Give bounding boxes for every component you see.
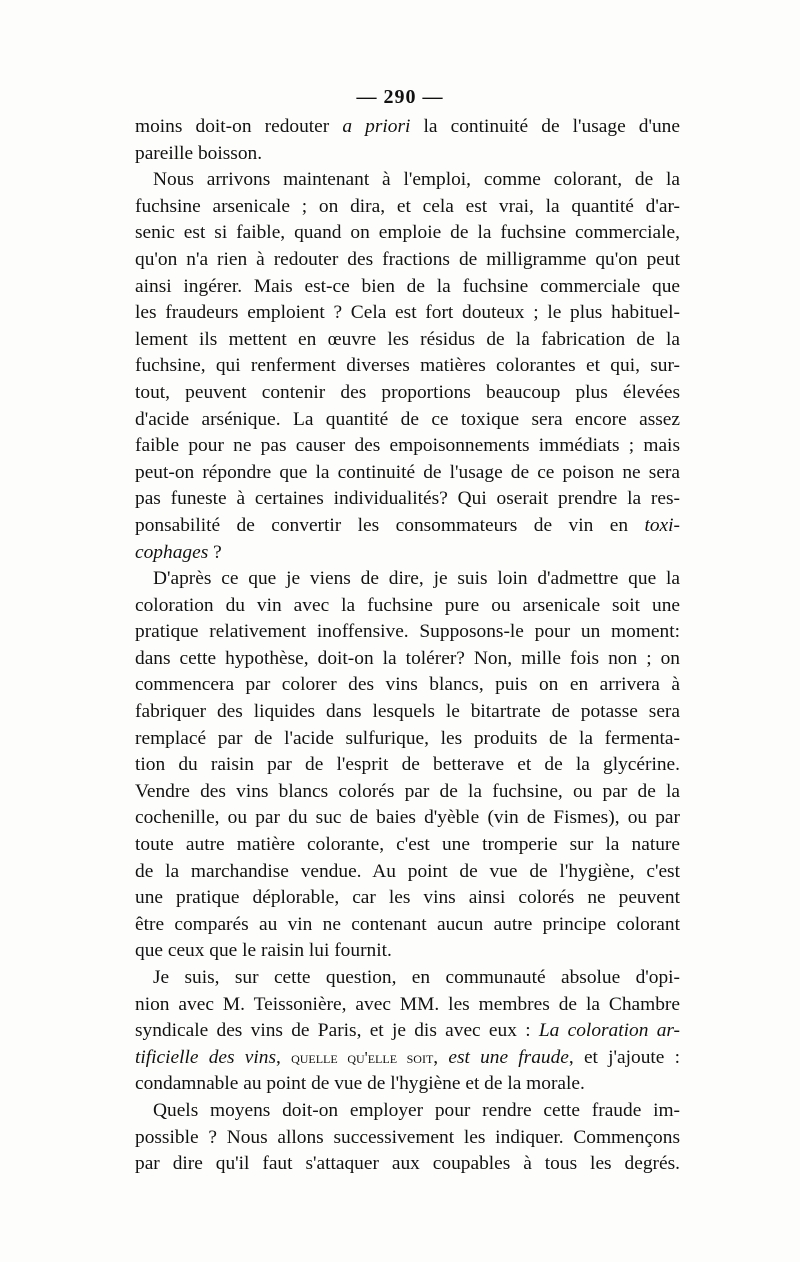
text-run: coloration du vin avec la fuchsine pure ou arsenicale soit une — [135, 594, 680, 616]
text-run: la continuité de l'usage d'une — [410, 116, 680, 137]
text-run: , et j'ajoute : — [568, 1046, 680, 1068]
text-line — [135, 726, 680, 753]
text-run: par dire qu'il faut s'attaquer aux coupables à tous les degrés. — [135, 1153, 680, 1175]
text-run: pas funeste à certaines individualités? Qui oserait prendre la res- — [135, 488, 680, 510]
text-run: ainsi ingérer. Mais est-ce bien de la fuchsine commerciale que — [135, 275, 680, 297]
text-line — [135, 912, 680, 939]
text-line — [135, 460, 680, 487]
text-line — [135, 965, 680, 992]
text-run: dans cette hypothèse, doit-on la tolérer? Non, mille fois non ; on — [135, 647, 680, 669]
text-run: tout, peuvent contenir des proportions beaucoup plus élevées — [135, 381, 680, 403]
text-run: d'acide arsénique. La quantité de ce toxique sera encore assez — [135, 408, 680, 430]
small-caps-text: quelle qu'elle soit — [291, 1047, 434, 1067]
text-run: Nous arrivons maintenant à l'emploi, comme colorant, de la — [153, 169, 680, 191]
text-run: pareille boisson. — [135, 142, 263, 164]
text-line — [135, 513, 680, 540]
text-line — [135, 486, 680, 513]
italic-text: tificielle des vins — [135, 1046, 277, 1068]
text-run: cochenille, ou par du suc de baies d'yèble (vin de Fismes), ou par — [135, 807, 680, 829]
text-line — [135, 540, 680, 567]
text-line — [135, 1098, 680, 1125]
text-line — [135, 220, 680, 247]
text-line — [135, 407, 680, 434]
text-run: fuchsine, qui renferment diverses matières colorantes et qui, sur- — [135, 355, 680, 377]
text-line — [135, 699, 680, 726]
text-run: possible ? Nous allons successivement les indiquer. Commençons — [135, 1126, 680, 1148]
text-line — [135, 805, 680, 832]
text-line — [135, 779, 680, 806]
text-line — [135, 1125, 680, 1152]
text-run: les fraudeurs emploient ? Cela est fort douteux ; le plus habituel- — [135, 302, 680, 324]
text-run: qu'on n'a rien à redouter des fractions de milligramme qu'on peut — [135, 248, 680, 270]
text-run: nion avec M. Teissonière, avec MM. les membres de la Chambre — [135, 993, 680, 1015]
text-run: lement ils mettent en œuvre les résidus de la fabrication de la — [135, 328, 680, 350]
text-line — [135, 353, 680, 380]
text-line — [135, 433, 680, 460]
text-line — [135, 114, 680, 141]
text-line — [135, 167, 680, 194]
text-line — [135, 141, 680, 168]
text-run: peut-on répondre que la continuité de l'usage de ce poison ne sera — [135, 461, 680, 483]
text-line — [135, 593, 680, 620]
text-line — [135, 300, 680, 327]
text-line — [135, 1045, 680, 1072]
text-line — [135, 646, 680, 673]
text-line — [135, 832, 680, 859]
text-run: syndicale des vins de Paris, et je dis avec eux : — [135, 1020, 539, 1042]
page-number: — 290 — — [356, 86, 444, 108]
text-line — [135, 672, 680, 699]
text-run: , — [433, 1046, 449, 1068]
text-line — [135, 380, 680, 407]
text-run: senic est si faible, quand on emploie de la fuchsine commerciale, — [135, 222, 680, 244]
text-line — [135, 1151, 680, 1178]
italic-text: a priori — [342, 116, 411, 137]
text-run: moins doit-on redouter — [135, 116, 343, 137]
text-line — [135, 752, 680, 779]
text-run: commencera par colorer des vins blancs, puis on en arrivera à — [135, 674, 680, 696]
text-line — [135, 938, 680, 965]
text-run: Vendre des vins blancs colorés par de la fuchsine, ou par de la — [135, 780, 680, 802]
text-run: fabriquer des liquides dans lesquels le bitartrate de potasse sera — [135, 701, 680, 723]
text-run: Quels moyens doit-on employer pour rendre cette fraude im- — [153, 1099, 680, 1121]
text-line — [135, 274, 680, 301]
text-run: , — [276, 1046, 292, 1068]
text-run: remplacé par de l'acide sulfurique, les produits de la fermenta- — [135, 727, 680, 749]
text-run: condamnable au point de vue de l'hygiène et de la morale. — [135, 1073, 585, 1095]
text-run: tion du raisin par de l'esprit de betterave et de la glycérine. — [135, 754, 680, 776]
text-line — [135, 566, 680, 593]
body-text — [135, 114, 680, 1178]
text-run: que ceux que le raisin lui fournit. — [135, 940, 392, 962]
text-line — [135, 619, 680, 646]
text-line — [135, 885, 680, 912]
italic-text: La coloration ar- — [538, 1020, 681, 1042]
italic-text: est une fraude — [448, 1046, 569, 1068]
text-line — [135, 992, 680, 1019]
text-line — [135, 194, 680, 221]
text-line — [135, 247, 680, 274]
italic-text: toxi- — [644, 514, 680, 536]
italic-text: cophages — [135, 541, 209, 563]
text-line — [135, 1071, 680, 1098]
text-run: pratique relativement inoffensive. Supposons-le pour un moment: — [135, 621, 680, 643]
text-run: faible pour ne pas causer des empoisonnements immédiats ; mais — [135, 435, 680, 457]
text-run: D'après ce que je viens de dire, je suis loin d'admettre que la — [153, 568, 680, 590]
text-run: toute autre matière colorante, c'est une tromperie sur la nature — [135, 834, 680, 856]
text-line — [135, 327, 680, 354]
text-run: ponsabilité de convertir les consommateurs de vin en — [135, 514, 645, 536]
text-run: ? — [208, 541, 222, 563]
text-run: une pratique déplorable, car les vins ainsi colorés ne peuvent — [135, 887, 680, 909]
text-line — [135, 859, 680, 886]
text-run: fuchsine arsenicale ; on dira, et cela est vrai, la quantité d'ar- — [135, 195, 680, 217]
text-run: être comparés au vin ne contenant aucun autre principe colorant — [135, 913, 680, 935]
text-run: de la marchandise vendue. Au point de vue de l'hygiène, c'est — [135, 860, 680, 882]
text-run: Je suis, sur cette question, en communauté absolue d'opi- — [153, 967, 680, 988]
text-line — [135, 1018, 680, 1045]
